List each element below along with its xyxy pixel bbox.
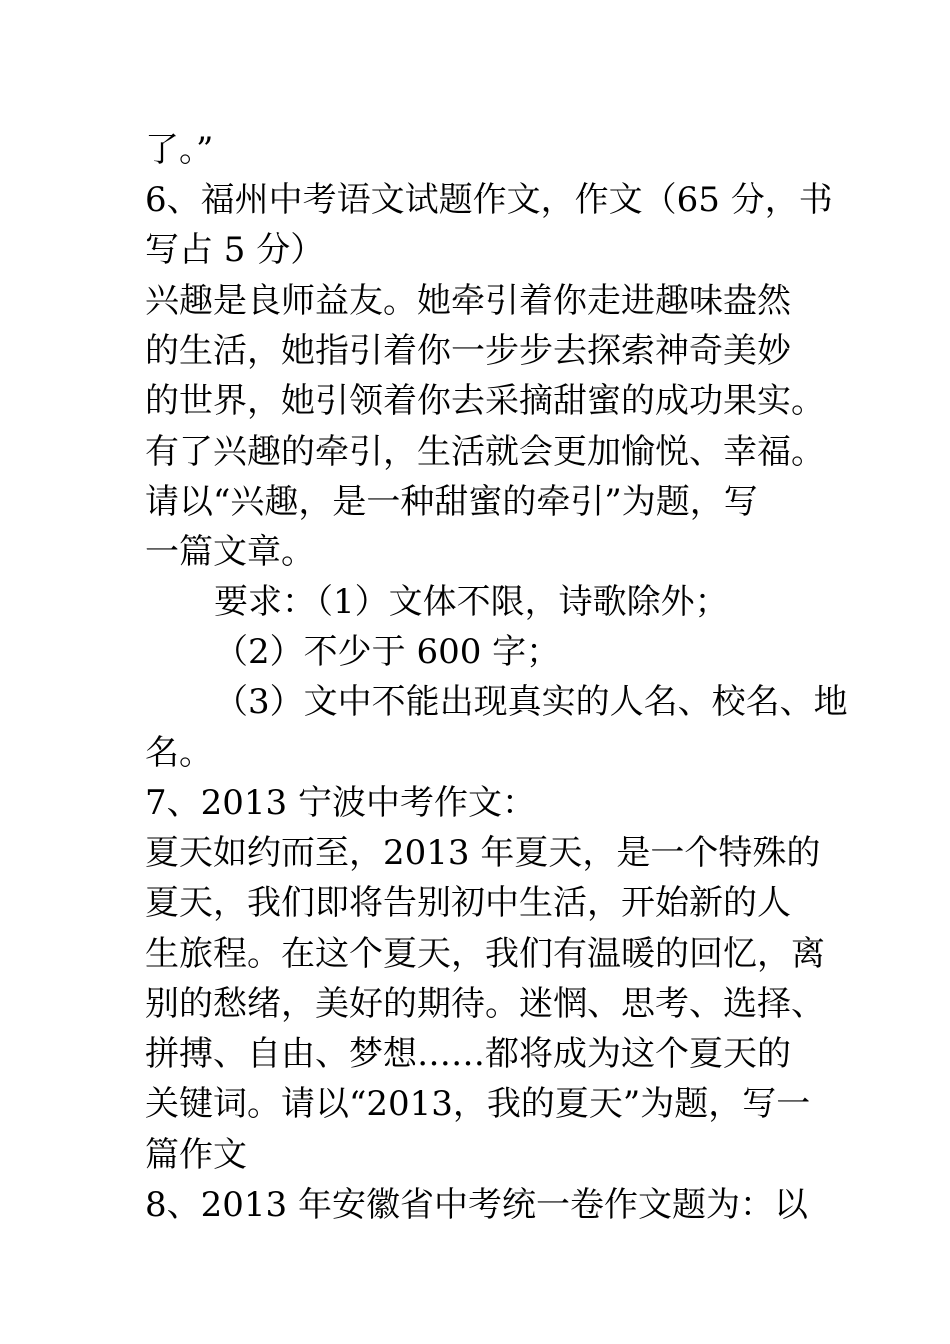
text-line: 的世界，她引领着你去采摘甜蜜的成功果实。 xyxy=(145,381,825,421)
text-line: 拼搏、自由、梦想……都将成为这个夏天的 xyxy=(145,1034,791,1074)
text-line: 篇作文 xyxy=(145,1135,247,1175)
text-line: 8、2013 年安徽省中考统一卷作文题为：以 xyxy=(145,1185,808,1225)
text-line: 关键词。请以“2013，我的夏天”为题，写一 xyxy=(145,1084,811,1124)
text-line: 的生活，她指引着你一步步去探索神奇美妙 xyxy=(145,331,791,371)
text-line: 6、福州中考语文试题作文，作文（65 分，书 xyxy=(145,180,833,220)
text-line: 别的愁绪，美好的期待。迷惘、思考、选择、 xyxy=(145,984,825,1024)
text-line: 了。” xyxy=(145,130,214,170)
text-line: （3）文中不能出现真实的人名、校名、地 xyxy=(214,682,848,722)
text-line: 夏天如约而至，2013 年夏天，是一个特殊的 xyxy=(145,833,821,873)
text-line: 生旅程。在这个夏天，我们有温暖的回忆，离 xyxy=(145,934,825,974)
text-line: 请以“兴趣，是一种甜蜜的牵引”为题，写 xyxy=(145,482,758,522)
text-line: 夏天，我们即将告别初中生活，开始新的人 xyxy=(145,883,791,923)
text-line: 兴趣是良师益友。她牵引着你走进趣味盎然 xyxy=(145,281,791,321)
text-line: 一篇文章。 xyxy=(145,532,315,572)
text-line: 名。 xyxy=(145,733,213,773)
text-line: 要求：（1）文体不限，诗歌除外； xyxy=(214,582,729,622)
text-line: 有了兴趣的牵引，生活就会更加愉悦、幸福。 xyxy=(145,432,825,472)
text-line: 写占 5 分） xyxy=(145,230,325,270)
text-line: 7、2013 宁波中考作文： xyxy=(145,783,536,823)
text-line: （2）不少于 600 字； xyxy=(214,632,561,672)
